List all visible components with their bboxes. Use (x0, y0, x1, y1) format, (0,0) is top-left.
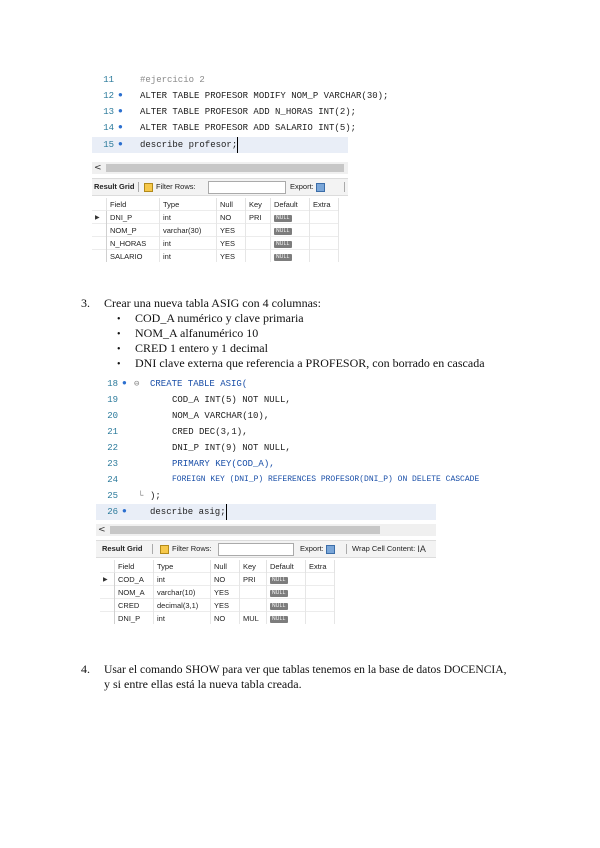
table-row[interactable] (92, 224, 339, 237)
cell-type[interactable]: varchar(10) (154, 586, 211, 599)
sql-editor[interactable] (96, 374, 480, 520)
cell-type[interactable]: varchar(30) (160, 224, 217, 237)
row-pointer-icon (92, 224, 107, 237)
line-number: 14 (103, 123, 114, 133)
cell-field[interactable]: DNI_P (107, 211, 160, 224)
column-header[interactable]: Field (115, 560, 154, 573)
code-text: NOM_A VARCHAR(10), (172, 411, 270, 421)
code-line (92, 120, 392, 136)
code-text: describe asig; (150, 504, 227, 520)
result-grid-label: Result Grid (102, 544, 143, 553)
bullet-icon: • (117, 359, 121, 370)
cell-type[interactable]: int (160, 237, 217, 250)
cell-key[interactable] (246, 224, 271, 237)
row-pointer-icon (100, 586, 115, 599)
code-line (96, 392, 516, 408)
cell-field[interactable]: NOM_P (107, 224, 160, 237)
null-badge: NULL (272, 603, 286, 609)
table-row[interactable] (100, 573, 335, 586)
filter-rows-control: Filter Rows: (160, 541, 212, 557)
export-icon[interactable] (326, 545, 335, 554)
cell-extra[interactable] (306, 573, 335, 586)
cell-default[interactable] (271, 224, 310, 237)
cell-null[interactable]: YES (211, 586, 240, 599)
cell-type[interactable]: int (154, 573, 211, 586)
code-line (96, 408, 516, 424)
result-toolbar (92, 178, 348, 196)
scroll-left-icon[interactable]: < (98, 525, 106, 535)
cell-default[interactable] (267, 599, 306, 612)
cell-null[interactable]: YES (211, 599, 240, 612)
cell-field[interactable]: NOM_A (115, 586, 154, 599)
result-toolbar (96, 540, 436, 558)
cell-extra[interactable] (310, 250, 339, 263)
row-pointer-icon (100, 599, 115, 612)
column-header[interactable]: Type (154, 560, 211, 573)
cell-key[interactable]: MUL (240, 612, 267, 625)
result-grid-table (92, 198, 339, 262)
cell-type[interactable]: int (160, 211, 217, 224)
code-line (96, 456, 516, 472)
line-number: 22 (107, 443, 118, 453)
bullet-text: COD_A numérico y clave primaria (135, 311, 304, 325)
cell-key[interactable]: PRI (246, 211, 271, 224)
code-line (96, 376, 516, 392)
table-row[interactable] (92, 250, 339, 263)
bullet-text: DNI clave externa que referencia a PROFESOR, con borrado en cascada (135, 356, 485, 370)
table-row[interactable] (92, 211, 339, 224)
sql-editor[interactable] (92, 70, 389, 162)
cell-null[interactable]: YES (217, 250, 246, 263)
cell-key[interactable] (240, 586, 267, 599)
export-control: Export: (290, 179, 328, 195)
line-number: 26 (107, 507, 118, 517)
toolbar-divider (138, 182, 139, 192)
cell-null[interactable]: NO (211, 612, 240, 625)
toolbar-divider (344, 182, 345, 192)
cell-type[interactable]: int (154, 612, 211, 625)
list-number: 4. (81, 662, 90, 676)
screenshot-profesor-alter (92, 70, 389, 267)
null-badge: NULL (272, 577, 286, 583)
statement-dot-icon: ● (122, 379, 127, 388)
cell-key[interactable] (246, 237, 271, 250)
code-line-current (96, 504, 436, 520)
table-row[interactable] (100, 586, 335, 599)
toolbar-divider (346, 544, 347, 554)
code-text: ALTER TABLE PROFESOR ADD N_HORAS INT(2); (140, 107, 357, 117)
line-number: 15 (103, 140, 114, 150)
cell-default[interactable] (271, 250, 310, 263)
null-badge: NULL (276, 215, 290, 221)
cell-default[interactable] (271, 237, 310, 250)
cell-default[interactable] (267, 573, 306, 586)
column-header[interactable]: Key (240, 560, 267, 573)
null-badge: NULL (276, 254, 290, 260)
horizontal-scrollbar[interactable] (92, 162, 348, 174)
wrap-cell-icon[interactable]: IA (417, 544, 426, 555)
cell-null[interactable]: NO (217, 211, 246, 224)
line-number: 11 (103, 75, 114, 85)
wrap-cell-control: Wrap Cell Content: IA (352, 541, 429, 557)
cell-extra[interactable] (310, 211, 339, 224)
code-line (96, 424, 516, 440)
screenshot-create-asig (96, 374, 480, 628)
filter-rows-input[interactable] (208, 181, 286, 194)
cell-default[interactable] (267, 586, 306, 599)
bullet-text: CRED 1 entero y 1 decimal (135, 341, 268, 355)
toolbar-divider (152, 544, 153, 554)
cell-extra[interactable] (306, 586, 335, 599)
line-number: 24 (107, 475, 118, 485)
code-text: ALTER TABLE PROFESOR MODIFY NOM_P VARCHAR(30); (140, 91, 389, 101)
line-number: 12 (103, 91, 114, 101)
code-text: ALTER TABLE PROFESOR ADD SALARIO INT(5); (140, 123, 357, 133)
code-line (92, 88, 392, 104)
scroll-thumb[interactable] (106, 164, 344, 172)
column-header[interactable]: Extra (306, 560, 335, 573)
code-text: COD_A INT(5) NOT NULL, (172, 395, 291, 405)
cell-type[interactable]: decimal(3,1) (154, 599, 211, 612)
column-header[interactable]: Type (160, 198, 217, 211)
code-line (92, 104, 392, 120)
column-header[interactable]: Field (107, 198, 160, 211)
code-line (96, 488, 516, 504)
code-text: DNI_P INT(9) NOT NULL, (172, 443, 291, 453)
exercise-text-line-1: Usar el comando SHOW para ver que tablas tenemos en la base de datos DOCENCIA, (104, 663, 507, 676)
row-pointer-icon: ▶ (92, 211, 107, 224)
code-text: CREATE TABLE ASIG( (150, 379, 248, 389)
cell-null[interactable]: NO (211, 573, 240, 586)
result-grid-table (100, 560, 335, 624)
row-pointer-icon (92, 250, 107, 263)
bullet-icon: • (117, 344, 121, 355)
cell-field[interactable]: CRED (115, 599, 154, 612)
statement-dot-icon: ● (118, 107, 123, 116)
table-header-row (100, 560, 335, 573)
line-number: 21 (107, 427, 118, 437)
table-row[interactable] (92, 237, 339, 250)
cell-key[interactable] (240, 599, 267, 612)
table-row[interactable] (100, 599, 335, 612)
code-text: #ejercicio 2 (140, 75, 205, 85)
code-text: CRED DEC(3,1), (172, 427, 248, 437)
code-line (96, 472, 516, 488)
exercise-text-line-2: y si entre ellas está la nueva tabla creada. (104, 677, 302, 691)
cell-key[interactable]: PRI (240, 573, 267, 586)
code-line (92, 72, 392, 88)
null-badge: NULL (272, 590, 286, 596)
filter-rows-input[interactable] (218, 543, 294, 556)
row-pointer-icon (92, 237, 107, 250)
null-badge: NULL (276, 241, 290, 247)
cell-null[interactable]: YES (217, 237, 246, 250)
cell-field[interactable]: SALARIO (107, 250, 160, 263)
cell-field[interactable]: COD_A (115, 573, 154, 586)
cell-field[interactable]: DNI_P (115, 612, 154, 625)
code-text: describe profesor; (140, 137, 238, 153)
cell-extra[interactable] (306, 599, 335, 612)
bullet-text: NOM_A alfanumérico 10 (135, 326, 259, 340)
column-header[interactable]: Key (246, 198, 271, 211)
result-grid-label: Result Grid (94, 182, 135, 191)
cell-extra[interactable] (306, 612, 335, 625)
line-number: 23 (107, 459, 118, 469)
code-text: ); (150, 491, 161, 501)
cell-extra[interactable] (310, 224, 339, 237)
statement-dot-icon: ● (122, 507, 127, 516)
exercise-text: Crear una nueva tabla ASIG con 4 columnas: (104, 296, 321, 310)
cell-key[interactable] (246, 250, 271, 263)
line-number: 25 (107, 491, 118, 501)
column-header[interactable]: Null (211, 560, 240, 573)
row-pointer-header (92, 198, 107, 211)
null-badge: NULL (276, 228, 290, 234)
row-pointer-header (100, 560, 115, 573)
column-header[interactable]: Default (267, 560, 306, 573)
row-pointer-icon (100, 612, 115, 625)
export-icon[interactable] (316, 183, 325, 192)
bullet-icon: • (117, 314, 121, 325)
cell-field[interactable]: N_HORAS (107, 237, 160, 250)
null-badge: NULL (272, 616, 286, 622)
grid-icon[interactable] (160, 545, 169, 554)
code-line-current (92, 137, 348, 153)
statement-dot-icon: ● (118, 140, 123, 149)
line-number: 20 (107, 411, 118, 421)
bullet-icon: • (117, 329, 121, 340)
row-pointer-icon: ▶ (100, 573, 115, 586)
line-number: 13 (103, 107, 114, 117)
table-row[interactable] (100, 612, 335, 625)
line-number: 19 (107, 395, 118, 405)
code-line (96, 440, 516, 456)
code-text: FOREIGN KEY (DNI_P) REFERENCES PROFESOR(DNI_P) ON DELETE CASCADE (172, 475, 480, 484)
column-header[interactable]: Default (271, 198, 310, 211)
statement-dot-icon: ● (118, 91, 123, 100)
statement-dot-icon: ● (118, 123, 123, 132)
horizontal-scrollbar[interactable] (96, 524, 436, 536)
cell-default[interactable] (267, 612, 306, 625)
table-header-row (92, 198, 339, 211)
cell-extra[interactable] (310, 237, 339, 250)
scroll-thumb[interactable] (110, 526, 380, 534)
fold-collapse-icon[interactable]: ⊖ (134, 379, 140, 389)
list-number: 3. (81, 296, 90, 310)
fold-end-icon: └ (138, 491, 144, 501)
column-header[interactable]: Null (217, 198, 246, 211)
cell-null[interactable]: YES (217, 224, 246, 237)
cell-type[interactable]: int (160, 250, 217, 263)
cell-default[interactable] (271, 211, 310, 224)
code-text: PRIMARY KEY(COD_A), (172, 459, 275, 469)
line-number: 18 (107, 379, 118, 389)
filter-rows-control: Filter Rows: (144, 179, 196, 195)
scroll-left-icon[interactable]: < (94, 163, 102, 173)
column-header[interactable]: Extra (310, 198, 339, 211)
grid-icon[interactable] (144, 183, 153, 192)
export-control: Export: (300, 541, 338, 557)
